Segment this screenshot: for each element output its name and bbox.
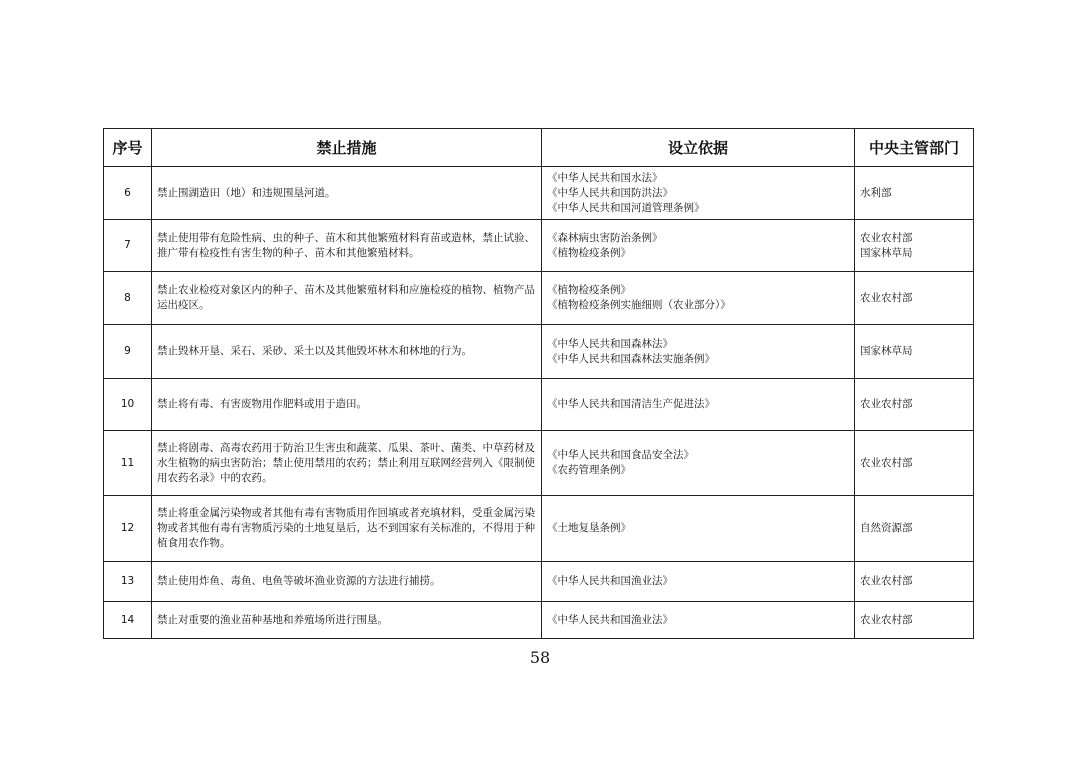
department-name: 自然资源部 [860, 522, 913, 534]
basis-law: 《植物检疫条例实施细则（农业部分）》 [547, 299, 731, 311]
table-row [104, 602, 974, 639]
row-serial: 9 [104, 325, 152, 379]
row-department [855, 379, 974, 431]
row-department [855, 562, 974, 602]
department-name: 农业农村部 [860, 456, 913, 469]
row-serial: 11 [104, 431, 152, 496]
table-row [104, 167, 974, 220]
row-measure: 禁止将有毒、有害废物用作肥料或用于造田。 [152, 379, 542, 431]
row-serial: 6 [104, 167, 152, 220]
row-basis [542, 325, 855, 379]
row-measure: 禁止使用炸鱼、毒鱼、电鱼等破坏渔业资源的方法进行捕捞。 [152, 562, 542, 602]
basis-law: 《中华人民共和国河道管理条例》 [547, 201, 705, 214]
prohibition-table [103, 128, 974, 639]
row-serial: 8 [104, 272, 152, 325]
department-name: 国家林草局 [860, 246, 913, 259]
row-department [855, 325, 974, 379]
department-name: 农业农村部 [860, 291, 913, 304]
table-header-row [104, 129, 974, 167]
row-serial: 14 [104, 602, 152, 639]
basis-law: 《中华人民共和国渔业法》 [547, 613, 673, 626]
table-row [104, 325, 974, 379]
basis-law: 《中华人民共和国森林法》 [547, 337, 673, 350]
header-measure: 禁止措施 [152, 129, 542, 167]
department-name: 水利部 [860, 186, 892, 199]
table-row [104, 496, 974, 562]
basis-law: 《中华人民共和国食品安全法》 [547, 449, 694, 461]
basis-law: 《植物检疫条例》 [547, 246, 631, 259]
header-department: 中央主管部门 [855, 129, 974, 167]
header-serial: 序号 [104, 129, 152, 167]
basis-law: 《中华人民共和国水法》 [547, 171, 663, 184]
table-row [104, 562, 974, 602]
row-department [855, 167, 974, 220]
basis-law: 《土地复垦条例》 [547, 522, 631, 534]
basis-law: 《中华人民共和国森林法实施条例》 [547, 352, 715, 365]
row-measure: 禁止对重要的渔业苗种基地和养殖场所进行围垦。 [152, 602, 542, 639]
row-department [855, 220, 974, 272]
header-basis: 设立依据 [542, 129, 855, 167]
basis-law: 《农药管理条例》 [547, 464, 631, 476]
department-name: 国家林草局 [860, 345, 913, 357]
basis-law: 《中华人民共和国渔业法》 [547, 575, 673, 587]
table-row [104, 272, 974, 325]
row-basis [542, 379, 855, 431]
department-name: 农业农村部 [860, 575, 913, 587]
row-measure: 禁止将重金属污染物或者其他有毒有害物质用作回填或者充填材料，受重金属污染物或者其他有毒有害物质污染的土地复垦后，达不到国家有关标准的，不得用于种植食用农作物。 [152, 496, 542, 562]
row-measure: 禁止将剧毒、高毒农药用于防治卫生害虫和蔬菜、瓜果、茶叶、菌类、中草药材及水生植物的病虫害防治；禁止使用禁用的农药；禁止利用互联网经营列入《限制使用农药名录》中的农药。 [152, 431, 542, 496]
page-number: 58 [529, 648, 551, 667]
row-measure: 禁止毁林开垦、采石、采砂、采土以及其他毁坏林木和林地的行为。 [152, 325, 542, 379]
row-basis [542, 272, 855, 325]
row-serial: 12 [104, 496, 152, 562]
row-measure: 禁止使用带有危险性病、虫的种子、苗木和其他繁殖材料育苗或造林，禁止试验、推广带有检疫性有害生物的种子、苗木和其他繁殖材料。 [152, 220, 542, 272]
row-basis [542, 602, 855, 639]
basis-law: 《森林病虫害防治条例》 [547, 231, 663, 244]
row-department [855, 431, 974, 496]
row-basis [542, 431, 855, 496]
basis-law: 《植物检疫条例》 [547, 284, 631, 296]
row-measure: 禁止农业检疫对象区内的种子、苗木及其他繁殖材料和应施检疫的植物、植物产品运出疫区。 [152, 272, 542, 325]
basis-law: 《中华人民共和国防洪法》 [547, 186, 673, 199]
row-basis [542, 562, 855, 602]
row-department [855, 602, 974, 639]
row-serial: 7 [104, 220, 152, 272]
department-name: 农业农村部 [860, 613, 913, 626]
row-department [855, 272, 974, 325]
table-row [104, 431, 974, 496]
row-serial: 10 [104, 379, 152, 431]
department-name: 农业农村部 [860, 398, 913, 410]
department-name: 农业农村部 [860, 231, 913, 244]
row-measure: 禁止围湖造田（地）和违规围垦河道。 [152, 167, 542, 220]
table-body [104, 167, 974, 639]
row-basis [542, 496, 855, 562]
row-department [855, 496, 974, 562]
table-row [104, 379, 974, 431]
row-serial: 13 [104, 562, 152, 602]
table-row [104, 220, 974, 272]
row-basis [542, 220, 855, 272]
row-basis [542, 167, 855, 220]
basis-law: 《中华人民共和国清洁生产促进法》 [547, 398, 715, 410]
